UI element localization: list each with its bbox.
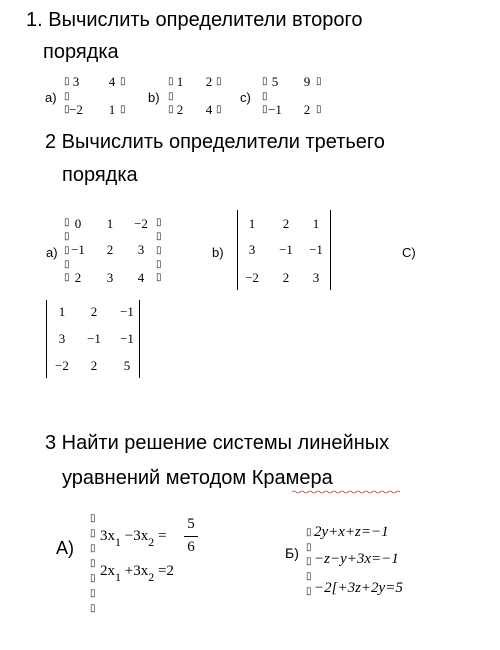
cell: 1 xyxy=(176,74,184,89)
bracket-placeholder-icon: ▯ xyxy=(64,217,70,228)
bracket-placeholder-icon: ▯ xyxy=(262,91,268,102)
bracket-placeholder-icon: ▯ xyxy=(90,513,96,524)
det2-c-label: c) xyxy=(240,90,251,105)
bracket-placeholder-icon: ▯ xyxy=(64,91,70,102)
equals-sign: = xyxy=(154,528,167,544)
det3-a-label: a) xyxy=(46,245,58,260)
bracket-placeholder-icon: ▯ xyxy=(306,527,312,538)
bracket-placeholder-icon: ▯ xyxy=(156,245,162,256)
cell: 3 xyxy=(248,242,256,257)
cell: 4 xyxy=(137,270,145,285)
det3-b-label: b) xyxy=(212,245,224,260)
bracket-placeholder-icon: ▯ xyxy=(90,543,96,554)
bracket-placeholder-icon: ▯ xyxy=(120,104,126,115)
term: 3x xyxy=(100,528,115,544)
determinant-bar-right xyxy=(139,300,140,378)
subscript: 1 xyxy=(115,570,121,584)
det2-b-label: b) xyxy=(148,90,160,105)
bracket-placeholder-icon: ▯ xyxy=(216,76,222,87)
bracket-placeholder-icon: ▯ xyxy=(168,76,174,87)
cell: 2 xyxy=(303,102,311,117)
cell: 2 xyxy=(205,74,213,89)
cell: 2 xyxy=(282,216,290,231)
cell: −1 xyxy=(120,304,134,319)
cell: −1 xyxy=(268,102,282,117)
cell: 1 xyxy=(106,216,114,231)
bracket-placeholder-icon: ▯ xyxy=(64,245,70,256)
cell: 3 xyxy=(58,331,66,346)
det3-c-label: C) xyxy=(402,245,416,260)
cell: 9 xyxy=(303,74,311,89)
bracket-placeholder-icon: ▯ xyxy=(64,272,70,283)
cell: −2 xyxy=(69,102,83,117)
cell: 1 xyxy=(108,102,116,117)
bracket-placeholder-icon: ▯ xyxy=(64,231,70,242)
bracket-placeholder-icon: ▯ xyxy=(90,588,96,599)
cell: −1 xyxy=(309,242,323,257)
fraction-bar xyxy=(184,536,198,537)
cell: 2 xyxy=(282,270,290,285)
heading-1-line2: порядка xyxy=(43,41,119,63)
bracket-placeholder-icon: ▯ xyxy=(262,104,268,115)
cell: 0 xyxy=(74,216,82,231)
bracket-placeholder-icon: ▯ xyxy=(216,104,222,115)
bracket-placeholder-icon: ▯ xyxy=(168,104,174,115)
bracket-placeholder-icon: ▯ xyxy=(156,272,162,283)
term: −3x xyxy=(121,528,149,544)
term: 2x xyxy=(100,563,115,579)
subscript: 2 xyxy=(148,570,155,584)
cell: 2 xyxy=(176,102,184,117)
cell: −2 xyxy=(245,270,259,285)
spellcheck-underline xyxy=(292,490,402,493)
heading-1-line1: 1. Вычислить определители второго xyxy=(26,9,363,31)
system-a-eq2 xyxy=(100,563,174,584)
heading-3-line2: уравнений методом Крамера xyxy=(62,467,333,489)
cell: 5 xyxy=(123,358,131,373)
bracket-placeholder-icon: ▯ xyxy=(64,76,70,87)
bracket-placeholder-icon: ▯ xyxy=(306,586,312,597)
cell: 3 xyxy=(137,242,145,257)
bracket-placeholder-icon: ▯ xyxy=(90,528,96,539)
bracket-placeholder-icon: ▯ xyxy=(306,542,312,553)
system-b-eq1: 2y+x+z=−1 xyxy=(314,524,389,540)
system-b-eq3: −2[+3z+2y=5 xyxy=(314,580,403,596)
fraction-numerator: 5 xyxy=(187,516,195,532)
bracket-placeholder-icon: ▯ xyxy=(90,573,96,584)
heading-2-line1: 2 Вычислить определители третьего xyxy=(45,131,385,153)
det2-a-label: a) xyxy=(45,90,57,105)
bracket-placeholder-icon: ▯ xyxy=(156,231,162,242)
determinant-bar-right xyxy=(330,210,331,290)
bracket-placeholder-icon: ▯ xyxy=(262,76,268,87)
bracket-placeholder-icon: ▯ xyxy=(316,104,322,115)
cell: 1 xyxy=(58,304,66,319)
system-a-label: А) xyxy=(56,538,74,558)
cell: 2 xyxy=(74,270,82,285)
bracket-placeholder-icon: ▯ xyxy=(64,259,70,270)
determinant-bar-left xyxy=(46,300,47,378)
bracket-placeholder-icon: ▯ xyxy=(306,571,312,582)
rhs: =2 xyxy=(154,563,174,579)
cell: −1 xyxy=(71,242,85,257)
cell: −1 xyxy=(120,331,134,346)
fraction-denominator: 6 xyxy=(187,539,195,555)
cell: 3 xyxy=(106,270,114,285)
cell: 3 xyxy=(312,270,320,285)
cell: −1 xyxy=(279,242,293,257)
cell: −2 xyxy=(134,216,148,231)
heading-2-line2: порядка xyxy=(62,164,138,186)
cell: 5 xyxy=(271,74,279,89)
cell: 2 xyxy=(90,304,98,319)
subscript: 2 xyxy=(148,535,155,549)
bracket-placeholder-icon: ▯ xyxy=(156,259,162,270)
system-b-label: Б) xyxy=(285,545,299,561)
cell: −1 xyxy=(87,331,101,346)
cell: 2 xyxy=(90,358,98,373)
system-b-eq2: −z−y+3x=−1 xyxy=(314,551,399,567)
bracket-placeholder-icon: ▯ xyxy=(64,104,70,115)
cell: −2 xyxy=(55,358,69,373)
bracket-placeholder-icon: ▯ xyxy=(306,556,312,567)
system-a-eq1 xyxy=(100,528,167,549)
bracket-placeholder-icon: ▯ xyxy=(90,603,96,614)
cell: 3 xyxy=(72,74,80,89)
bracket-placeholder-icon: ▯ xyxy=(316,76,322,87)
cell: 4 xyxy=(108,74,116,89)
cell: 1 xyxy=(248,216,256,231)
bracket-placeholder-icon: ▯ xyxy=(168,91,174,102)
heading-3-line1: 3 Найти решение системы линейных xyxy=(45,432,390,454)
bracket-placeholder-icon: ▯ xyxy=(120,76,126,87)
term: +3x xyxy=(121,563,149,579)
cell: 4 xyxy=(205,102,213,117)
bracket-placeholder-icon: ▯ xyxy=(156,217,162,228)
cell: 2 xyxy=(106,242,114,257)
cell: 1 xyxy=(312,216,320,231)
bracket-placeholder-icon: ▯ xyxy=(90,558,96,569)
subscript: 1 xyxy=(115,535,121,549)
